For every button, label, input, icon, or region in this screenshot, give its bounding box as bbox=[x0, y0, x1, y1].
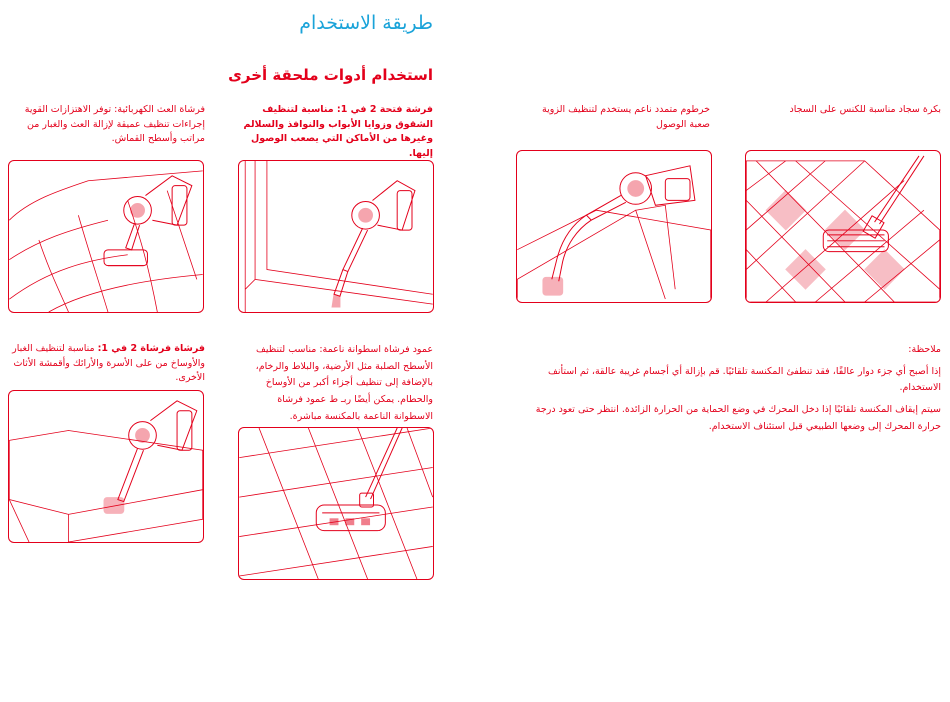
image-soft-roller bbox=[238, 427, 434, 580]
carpet-pattern bbox=[746, 161, 939, 302]
notes-line-2: سيتم إيقاف المكنسة تلقائيًا إذا دخل المحرك في وضع الحماية من الحرارة الزائدة. انتظر حتى تعود درجة حرارة المحرك إلى وضعها الطبيعي قبل استئناف الاستخدام. bbox=[535, 404, 941, 432]
image-crevice-tool bbox=[238, 160, 434, 313]
caption-crevice-tool bbox=[236, 103, 433, 162]
caption-carpet-roller: بكرة سجاد مناسبة للكنس على السجاد bbox=[789, 104, 941, 115]
page-title: طريقة الاستخدام bbox=[299, 12, 433, 34]
caption-2in1-brush-text: مناسبة لتنظيف الغبار والأوساخ من على الأسرة والأرائك وأقمشة الأثاث الأخرى. bbox=[12, 343, 205, 384]
image-flex-hose bbox=[516, 150, 712, 303]
caption-2in1-brush bbox=[5, 342, 205, 386]
caption-2in1-brush-bold: فرشاة فرشاة 2 في 1: bbox=[97, 343, 205, 354]
vacuum-body bbox=[543, 166, 695, 295]
image-2in1-brush bbox=[8, 390, 204, 543]
caption-flex-hose: خرطوم متمدد ناعم يستخدم لتنظيف الزوية صعبة الوصول bbox=[542, 104, 710, 130]
caption-mite-brush: فرشاة العث الكهربائية: توفر الاهتزازات القوية إجراءات تنظيف عميقة لإزالة العث والغبار من مراتب وأسطح القماش. bbox=[24, 104, 205, 145]
notes-line-1: إذا أصبح أي جزء دوار عالقًا، فقد تنطفئ المكنسة تلقائيًا. قم بإزالة أي أجسام غريبة عالقة، ثم استأنف الاستخدام. bbox=[548, 366, 941, 394]
caption-crevice-tool-text: فرشة فتحة 2 في 1: مناسبة لتنظيف الشقوق وزوايا الأبواب والنوافذ والسلالم وغيرها من الأماكن التي يصعب الوصول إليها. bbox=[243, 104, 433, 160]
notes-heading: ملاحظة: bbox=[908, 344, 941, 355]
caption-soft-roller: عمود فرشاة اسطوانة ناعمة: مناسب لتنظيف الأسطح الصلبة مثل الأرضية، والبلاط والرخام، بالإضافة إلى تنظيف أجزاء أكبر من الأوساخ والحطام. يمكن أيضًا ربـ ط عمود فرشاة الاسطوانة الناعمة بالمكنسة مباشرة. bbox=[255, 344, 433, 422]
section-subtitle: استخدام أدوات ملحقة أخرى bbox=[228, 66, 433, 84]
notes-block bbox=[521, 342, 941, 441]
image-mite-brush bbox=[8, 160, 204, 313]
image-carpet-roller bbox=[745, 150, 941, 303]
